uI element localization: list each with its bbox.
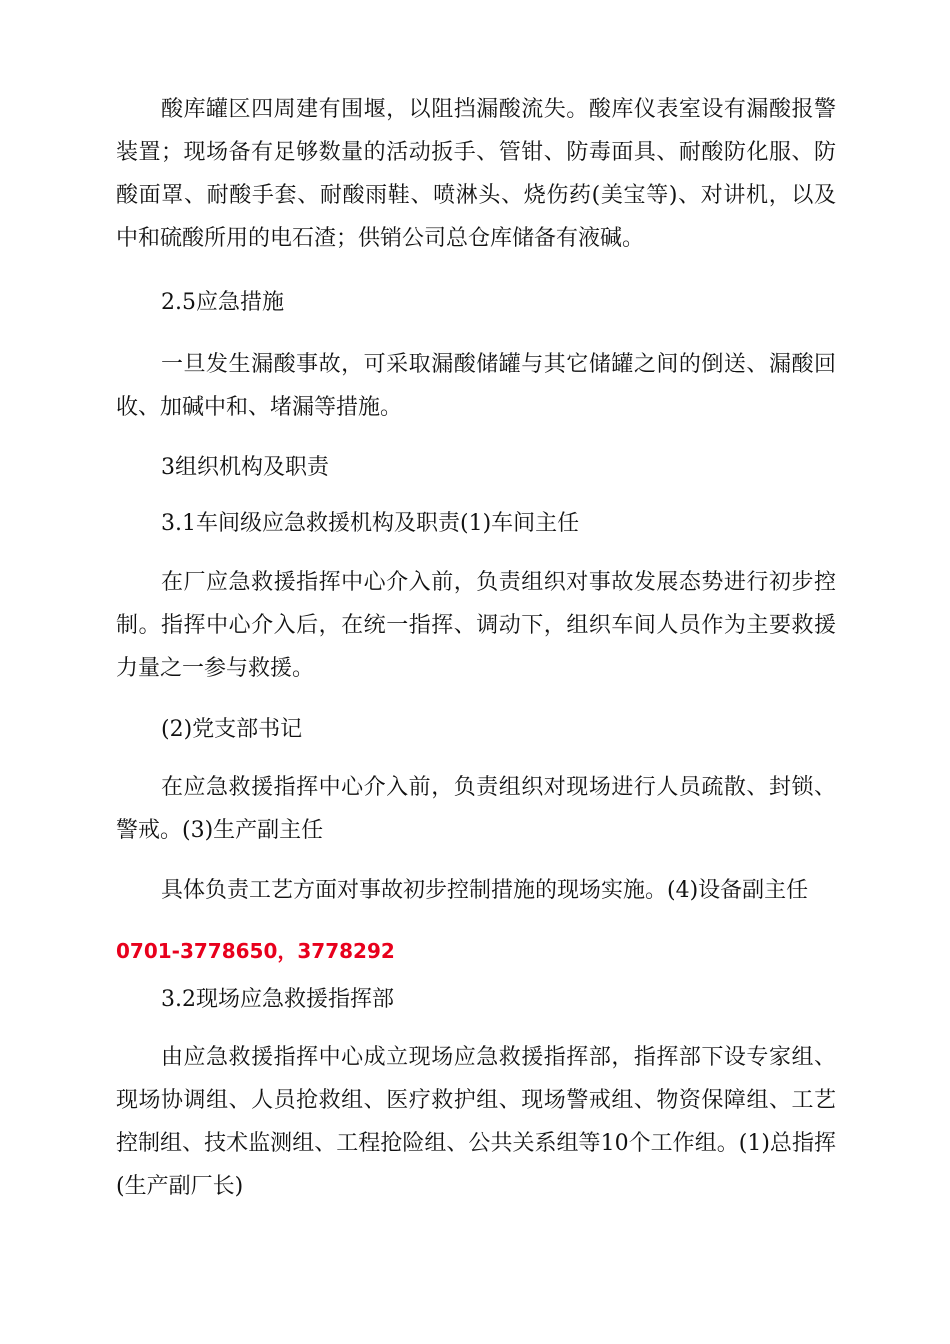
paragraph-acid-storage-equipment: 酸库罐区四周建有围堰，以阻挡漏酸流失。酸库仪表室设有漏酸报警装置；现场备有足够数量的活动扳手、管钳、防毒面具、耐酸防化服、防酸面罩、耐酸手套、耐酸雨鞋、喷淋头、烧伤药(美宝等)、对讲机，以及中和硫酸所用的电石渣；供销公司总仓库储备有液碱。 <box>116 97 836 251</box>
paragraph-emergency-measures: 一旦发生漏酸事故，可采取漏酸储罐与其它储罐之间的倒送、漏酸回收、加碱中和、堵漏等措施。 <box>116 352 836 420</box>
heading-onsite-command: 3.2现场应急救援指挥部 <box>161 987 394 1012</box>
heading-organization: 3组织机构及职责 <box>161 455 329 480</box>
paragraph-production-deputy: 具体负责工艺方面对事故初步控制措施的现场实施。(4)设备副主任 <box>161 878 809 903</box>
paragraph-workshop-director: 在厂应急救援指挥中心介入前，负责组织对事故发展态势进行初步控制。指挥中心介入后，在统一指挥、调动下，组织车间人员作为主要救援力量之一参与救援。 <box>116 570 836 681</box>
heading-party-secretary: (2)党支部书记 <box>161 717 303 742</box>
heading-emergency-measures: 2.5应急措施 <box>161 290 284 315</box>
paragraph-onsite-command: 由应急救援指挥中心成立现场应急救援指挥部，指挥部下设专家组、现场协调组、人员抢救组、医疗救护组、现场警戒组、物资保障组、工艺控制组、技术监测组、工程抢险组、公共关系组等10个工作组。(1)总指挥(生产副厂长) <box>116 1045 836 1199</box>
heading-workshop-organization: 3.1车间级应急救援机构及职责(1)车间主任 <box>161 511 580 536</box>
paragraph-party-secretary: 在应急救援指挥中心介入前，负责组织对现场进行人员疏散、封锁、警戒。(3)生产副主任 <box>116 775 836 843</box>
contact-phone-highlight: 0701-3778650，3778292 <box>116 939 395 963</box>
